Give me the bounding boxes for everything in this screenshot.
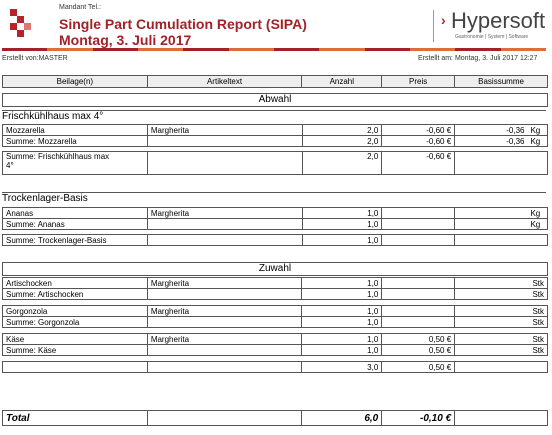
frisch-table	[2, 124, 548, 175]
table-row: Summe: Mozzarella 2,0 -0,60 € -0,36 Kg	[3, 136, 548, 147]
column-header	[2, 75, 548, 88]
section-trocken: Trockenlager-Basis	[2, 192, 546, 204]
total-price: -0,10 €	[382, 411, 455, 426]
col-preis: Preis	[382, 76, 455, 88]
group-abwahl: Abwahl	[2, 93, 548, 107]
col-artikeltext: Artikeltext	[147, 76, 302, 88]
table-row: Summe: Trockenlager-Basis 1,0	[3, 235, 548, 246]
col-beilage: Beilage(n)	[3, 76, 148, 88]
table-row: Summe: Käse 1,0 0,50 € Stk	[3, 345, 548, 356]
table-row: Gorgonzola Margherita 1,0 Stk	[3, 306, 548, 317]
col-anzahl: Anzahl	[302, 76, 382, 88]
table-row: 3,0 0,50 €	[3, 362, 548, 373]
group-zuwahl: Zuwahl	[2, 262, 548, 276]
total-label: Total	[3, 411, 148, 426]
chevron-right-icon: ›	[441, 12, 446, 28]
table-row: Summe: Artischocken 1,0 Stk	[3, 289, 548, 300]
brand-tagline: Gastronomie | System | Software	[455, 34, 529, 40]
mandant-label: Mandant Tel.:	[59, 4, 101, 11]
created-by: Erstellt von:MASTER	[2, 55, 68, 62]
total-count: 6,0	[302, 411, 382, 426]
table-row: Mozzarella Margherita 2,0 -0,60 € -0,36 Kg	[3, 125, 548, 136]
brand-name: Hypersoft	[451, 8, 546, 33]
table-row: Summe: Ananas 1,0 Kg	[3, 219, 548, 230]
zuwahl-table	[2, 277, 548, 373]
col-basissumme: Basissumme	[455, 76, 548, 88]
table-row: Summe: Gorgonzola 1,0 Stk	[3, 317, 548, 328]
table-row: Artischocken Margherita 1,0 Stk	[3, 278, 548, 289]
report-title: Single Part Cumulation Report (SIPA)	[59, 16, 307, 32]
table-row: Käse Margherita 1,0 0,50 € Stk	[3, 334, 548, 345]
created-at: Erstellt am: Montag, 3. Juli 2017 12:27	[418, 55, 538, 62]
header-stripe	[2, 48, 546, 51]
table-row: Summe: Frischkühlhaus max 4° 2,0 -0,60 €	[3, 152, 548, 175]
total-row	[2, 410, 548, 426]
trocken-table	[2, 207, 548, 246]
section-frisch: Frischkühlhaus max 4°	[2, 110, 546, 122]
report-date: Montag, 3. Juli 2017	[59, 32, 192, 48]
table-row: Ananas Margherita 1,0 Kg	[3, 208, 548, 219]
